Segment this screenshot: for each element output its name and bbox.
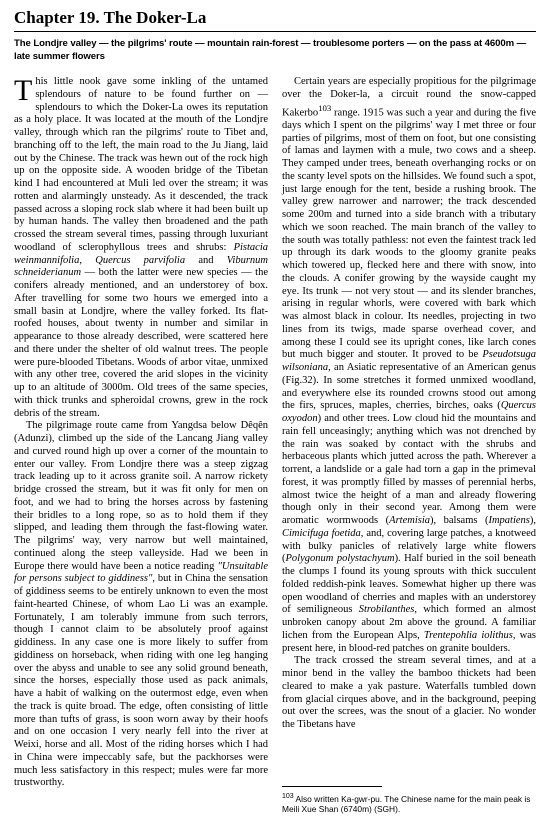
species-name: Polygonum polystachyum — [285, 553, 395, 565]
species-name: Cimicifuga foetida — [282, 527, 361, 539]
footnote-text: Also written Ka-gwr-pu. The Chinese name for the main peak is Meili Xue Shan (6740m) (SGH). — [282, 793, 531, 815]
species-name: Impatiens — [488, 515, 530, 526]
drop-cap: T — [14, 74, 33, 107]
quoted-notice: "Unsuitable for persons subject to giddiness" — [14, 560, 268, 585]
paragraph: Certain years are especially propitious for the pilgrimage over the Doker-la, a circuit round the snow-capped Kakerbo$^{103}$ range. 1915 was such a year and during the five days which I spent on the pilgrims' way I met three or four parties of pilgrims, most of them on foot, but one consisting of lamas and laymen with a mule, two cows and a sheep. They camped under trees, beneath overhanging rocks or on the scanty level spots on the hillsides. We found such a spot, just large enough for the tent, beside a rushing brook. The valley grew narrower and narrower; the track descended some 200m and turned into a side branch with a tributary which we soon reached. The main branch of the valley to the south was totally pathless: not even the faintest track led up through its dark woods to the gloomy granite peaks which towered up, flecked here and there with snow, into the clouds. A conifer growing by the wayside caught my eye. Its trunk — not very stout — and its slender branches, arising in regular whorls, were covered with bark which was almost black in colour. Its needles, projecting in two lines from its twigs, made sparse overhead cover, and among these I could see its upright cones, like larch cones but much bigger and stouter. It proved to be Pseudotsuga wilsoniana, an Asiatic representative of an American genus (Fig.32). In some stretches it formed unmixed woodland, and everywhere else its rounded crowns stood out among the firs, spruces, maples, cherries, birches, oaks (Quercus oxyodon) and other trees. Low cloud hid the mountains and rain fell unceasingly; anything which was not drenched by the rain was soaked by contact with the shrubs and herbaceous plants which jutted across the path. Wherever a torrent, a landslide or a gale had torn a gap in the primeval forest, it was promptly filled by masses of perennial herbs, almost twice the height of a man and already flowering though only in their second year. Among them were aromatic wormwoods (Artemisia), balsams (Impatiens), Cimicifuga foetida, and, covering large patches, a knotweed with bulky panicles of relatively large white flowers (Polygonum polystachyum). Half buried in the soil beneath the clumps I found its young sprouts with thick succulent folded reddish-pink leaves. Somewhat higher up there was open woodland of cherries and maples with an understorey of semiligneous Strobilanthes, which formed an almost unbroken canopy about 2m above the ground. A familiar lichen from the European Alps, Trentepohlia iolithus, was present here, in blood-red patches on granite boulders. — [282, 76, 537, 654]
footnote-divider — [282, 786, 382, 787]
species-name: Pistacia weinmannifolia — [14, 241, 268, 266]
species-name: Trentepohlia iolithus — [423, 629, 513, 641]
left-column — [14, 76, 268, 790]
chapter-title: Chapter 19. The Doker-La — [14, 8, 207, 27]
species-name: Artemisia — [389, 515, 430, 526]
footnote-number: 103 — [282, 793, 294, 800]
title-divider — [14, 31, 536, 32]
paragraph: The pilgrimage route came from Yangdsa below Dêqên (Adunzi), climbed up the side of the Lancang Jiang valley and curved round high up over a corner of the mountain to enter our valley. From Londjre there was a steep zigzag track leading up to it across granite soil. A narrow rickety bridge crossed the stream, but it was fit only for men on foot, and we had to bring the horses across by fastening their bridles to a long rope, so as to hold them if they slipped, and leading them through the fast-flowing water. The pilgrims' way, very narrow but well maintained, continued along the steep valleyside. Had we been in Europe there would have been a notice reading "Unsuitable for persons subject to giddiness", but in China the sensation of giddiness seems to be entirely unknown to even the most faint-hearted Chinese, of whom Lao Li was an example. Fortunately, I am tolerably immune from such terrors, though I cannot claim to be absolutely proof against giddiness. In any case one is more likely to suffer from giddiness on horseback, when riding with one leg hanging over the abyss and unable to see any solid ground beneath, since the horses, especially those used as pack animals, have a habit of walking on the outermost edge, even when the track is quite broad. The edge, often consisting of little more than tufts of grass, is soon worn away by their hoofs and on one occasion I very nearly fell into the river at Weixi, horse and all. Most of the riding horses which I had in China were impeccably safe, but the packhorses were much less satisfactory in this respect; mules were far more trustworthy. — [14, 420, 268, 789]
chapter-summary: The Londjre valley — the pilgrims' route — mountain rain-forest — troublesome porters — on the pass at 4600m — late summer flowers — [14, 38, 527, 62]
species-name: Quercus oxyodon — [282, 400, 536, 424]
paragraph: This little nook gave some inkling of the untamed splendours of nature to be found further on — splendours to which the Doker-La owes its reputation as a holy place. It was located at the mouth of the Londjre valley, through which ran the pilgrims' route to Tibet and, branching off to the left, the main road to the Ju Jiang, laid out by the Chinese. The track was hewn out of the rock high up on the opposite side. A wooden bridge of the Tibetan kind I had encountered at Muli led over the stream; it was rotten and alarmingly unsteady. As it descended, the track passed across a sloping rock slab where it had been built up by human hands. The valley then broadened and the path crossed the stream several times, passing through luxuriant woodland of sclerophyllous trees and shrubs: Pistacia weinmannifolia, Quercus parvifolia and Viburnum schneiderianum — both the latter were new species — the conifers already mentioned, and an understorey of box. After travelling for some two hours we emerged into a small basin at Londjre, where the valley forked. Its flat-roofed houses, about twenty in number and similar in appearance to those already described, were scattered here and there under the shelter of old walnut trees. The people were pure-blooded Tibetans. Woods of arbor vitae, unmixed with any other tree, covered the arid slopes in the vicinity up to an altitude of 3000m. Old trees of the same species, with thick trunks and spheroidal crowns, grew in the rock debris of the stream. — [14, 74, 268, 419]
right-column — [282, 76, 536, 732]
species-name: Viburnum schneiderianum — [14, 254, 268, 279]
paragraph: The track crossed the stream several times, and at a minor bend in the valley the bamboo thickets had been cleared to make a yak pasture. Waterfalls tumbled down from glacial cirques above, and in the background, peeping out over the screes, was the snout of a glacier. No wonder the Tibetans have — [282, 655, 536, 730]
species-name: Pseudotsuga wilsoniana — [282, 349, 536, 373]
footnote-reference: 103 — [318, 102, 332, 113]
species-name: Strobilanthes — [358, 604, 415, 616]
footnote — [282, 792, 540, 815]
species-name: Quercus parvifolia — [95, 254, 186, 266]
